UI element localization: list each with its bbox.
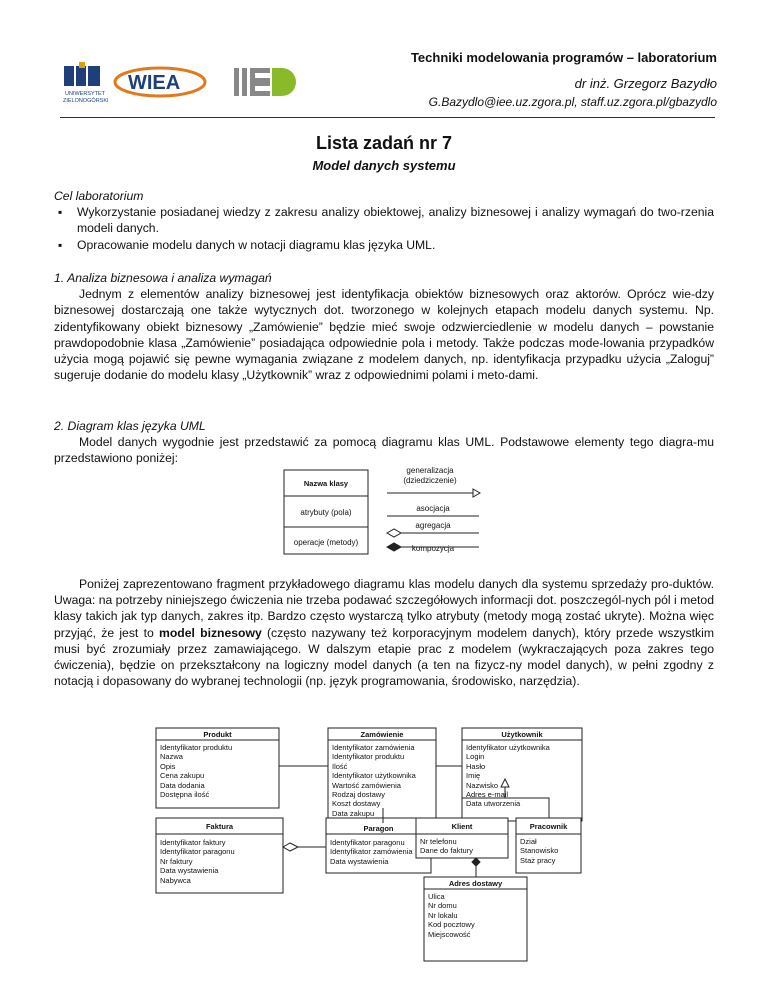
class-field: Data utworzenia bbox=[466, 799, 521, 809]
class-field: Hasło bbox=[466, 761, 486, 771]
class-field: Nr domu bbox=[428, 901, 457, 911]
class-fields-zamowienie bbox=[328, 743, 416, 818]
class-field: Nabywca bbox=[160, 875, 191, 885]
class-name-klient: Klient bbox=[451, 822, 473, 831]
class-fields-uzytkownik bbox=[462, 743, 550, 809]
class-field: Dostępna ilość bbox=[160, 790, 210, 800]
document-title: Lista zadań nr 7 bbox=[315, 133, 453, 153]
legend-generalization-label: generalizacja bbox=[406, 466, 454, 475]
section-1-heading: 1. Analiza biznesowa i analiza wymagań bbox=[54, 271, 272, 285]
class-field: Identyfikator produktu bbox=[160, 743, 233, 752]
section-1-paragraph: Jednym z elementów analizy biznesowej jest identyfikacja obiektów biznesowych oraz aktorów. Oprócz wie-dzy biznesowej dostarczają one także wytycznych dot. tworzonego w kolejnych etapach modelu danych systemu. Np. zidentyfikowany obiekt biznesowy „Zamówienie” będzie mieć swoje odzwierciedlenie w modelu danych – powstanie prawdopodobnie klasa „Zamówienie” posiadająca odpowiednie pola i metody. Także podczas mode-lowania przypadków użycia mogą pojawić się pewne wymagania związane z modelem danych, np. identyfikacja przypadku użycia „Zaloguj” sugeruje dodanie do modelu klasy „Użytkownik” wraz z odpowiednimi polami i meto-dami. bbox=[54, 287, 714, 383]
class-name-pracownik: Pracownik bbox=[529, 822, 568, 831]
class-field: Identyfikator zamówienia bbox=[330, 847, 413, 857]
class-field: Kod pocztowy bbox=[428, 920, 475, 930]
class-name-paragon: Paragon bbox=[363, 824, 394, 833]
class-field: Staż pracy bbox=[520, 855, 556, 865]
class-name-faktura: Faktura bbox=[205, 822, 234, 831]
class-fields-faktura bbox=[156, 838, 235, 885]
class-fields-paragon bbox=[326, 838, 413, 866]
class-field: Nr lokalu bbox=[428, 910, 458, 920]
class-field: Data wystawienia bbox=[160, 866, 219, 876]
composition-diamond-icon bbox=[472, 858, 480, 866]
class-field: Rodzaj dostawy bbox=[332, 790, 385, 800]
class-field: Nazwa bbox=[160, 752, 183, 762]
class-field: Koszt dostawy bbox=[332, 799, 381, 809]
class-field: Stanowisko bbox=[520, 846, 559, 856]
legend-attributes: atrybuty (pola) bbox=[300, 508, 352, 517]
class-field: Adres e-mail bbox=[466, 790, 509, 800]
class-field: Ilość bbox=[332, 761, 348, 771]
uz-logo-text-1: UNIWERSYTET bbox=[65, 91, 106, 97]
class-field: Nazwisko bbox=[466, 780, 499, 790]
class-field: Login bbox=[466, 752, 485, 762]
class-field: Identyfikator zamówienia bbox=[332, 743, 415, 752]
class-field: Identyfikator użytkownika bbox=[332, 771, 416, 781]
class-fields-adres bbox=[424, 892, 475, 939]
class-field: Data wystawienia bbox=[330, 856, 389, 866]
legend-aggregation-label: agregacja bbox=[415, 521, 451, 530]
class-name-uzytkownik: Użytkownik bbox=[501, 730, 543, 739]
class-field: Miejscowość bbox=[428, 929, 471, 939]
class-field: Data zakupu bbox=[332, 808, 375, 818]
class-fields-produkt bbox=[156, 743, 232, 799]
legend-class-name: Nazwa klasy bbox=[303, 479, 349, 488]
goal-item: ▪ Opracowanie modelu danych w notacji diagramu klas języka UML. bbox=[54, 237, 714, 253]
class-field: Identyfikator użytkownika bbox=[466, 743, 550, 752]
class-field: Wartość zamówienia bbox=[332, 780, 401, 790]
legend-operations: operacje (metody) bbox=[293, 538, 359, 547]
class-field: Cena zakupu bbox=[160, 771, 205, 781]
document-subtitle: Model danych systemu bbox=[312, 158, 456, 173]
goal-heading: Cel laboratorium bbox=[54, 189, 144, 203]
class-field: Identyfikator produktu bbox=[332, 752, 405, 762]
class-field: Dane do faktury bbox=[420, 846, 473, 856]
class-field: Identyfikator paragonu bbox=[330, 838, 405, 847]
author: dr inż. Grzegorz Bazydło bbox=[574, 76, 717, 91]
section-2-paragraph: Model danych wygodnie jest przedstawić za pomocą diagramu klas UML. Podstawowe elementy tego diagra-mu przedstawiono poniżej: bbox=[54, 435, 714, 466]
legend-generalization-label-2: (dziedziczenie) bbox=[403, 476, 457, 485]
class-name-produkt: Produkt bbox=[203, 730, 232, 739]
class-fields-pracownik bbox=[516, 837, 558, 865]
legend-composition-label: kompozycja bbox=[411, 544, 455, 553]
class-field: Nr faktury bbox=[160, 856, 193, 866]
class-fields-klient bbox=[416, 837, 473, 856]
class-field: Identyfikator paragonu bbox=[160, 847, 235, 857]
wiea-logo-text: WIEA bbox=[128, 72, 181, 94]
aggregation-diamond-icon bbox=[283, 843, 298, 851]
class-field: Nr telefonu bbox=[420, 837, 457, 846]
legend-association-label: asocjacja bbox=[416, 504, 450, 513]
goal-item: ▪ Wykorzystanie posiadanej wiedzy z zakresu analizy obiektowej, analizy biznesowej i analizy wymagań do two-rzenia modeli danych. bbox=[54, 204, 714, 236]
contact: G.Bazydlo@iee.uz.zgora.pl, staff.uz.zgora.pl/gbazydlo bbox=[428, 95, 717, 109]
p2-after: (często nazywany też korporacyjnym modelem danych), który przede wszystkim musi być zrozumiały przez zamawiającego. W dalszym etapie prac z modelem (wykraczających poza zakres tego ćwiczenia), będzie on przekształcony na logiczny model danych (a ten na fizycz-ny model danych), w pełni zgodny z notacją i dopasowany do wybranej technologii (np. język programowania, środowisko, narzędzia). bbox=[54, 625, 714, 689]
p2-bold: model biznesowy bbox=[158, 625, 262, 640]
class-field: Opis bbox=[160, 761, 176, 771]
class-field: Dział bbox=[520, 837, 537, 846]
class-field: Ulica bbox=[428, 892, 445, 901]
course-title: Techniki modelowania programów – laboratorium bbox=[410, 50, 717, 65]
p2-before: Poniżej zaprezentowano fragment przykładowego diagramu klas modelu danych dla systemu sprzedaży pro-duktów. Uwaga: na potrzeby niniejszego ćwiczenia nie trzeba podawać szczegółowych informacji dot. poszczegól-nych pól i metod klasy takich jak typ danych, zakres itp. Bardzo często wystarczą tylko atrybuty (metody mogą zostać ukryte). Można więc przyjąć, że jest to bbox=[54, 577, 714, 640]
class-field: Imię bbox=[466, 771, 481, 781]
class-name-zamowienie: Zamówienie bbox=[360, 730, 404, 739]
class-field: Identyfikator faktury bbox=[160, 838, 226, 847]
uz-logo-text-2: ZIELONOGÓRSKI bbox=[63, 98, 109, 104]
class-field: Data dodania bbox=[160, 780, 205, 790]
section-2-heading: 2. Diagram klas języka UML bbox=[54, 419, 206, 433]
class-name-adres: Adres dostawy bbox=[448, 879, 503, 888]
